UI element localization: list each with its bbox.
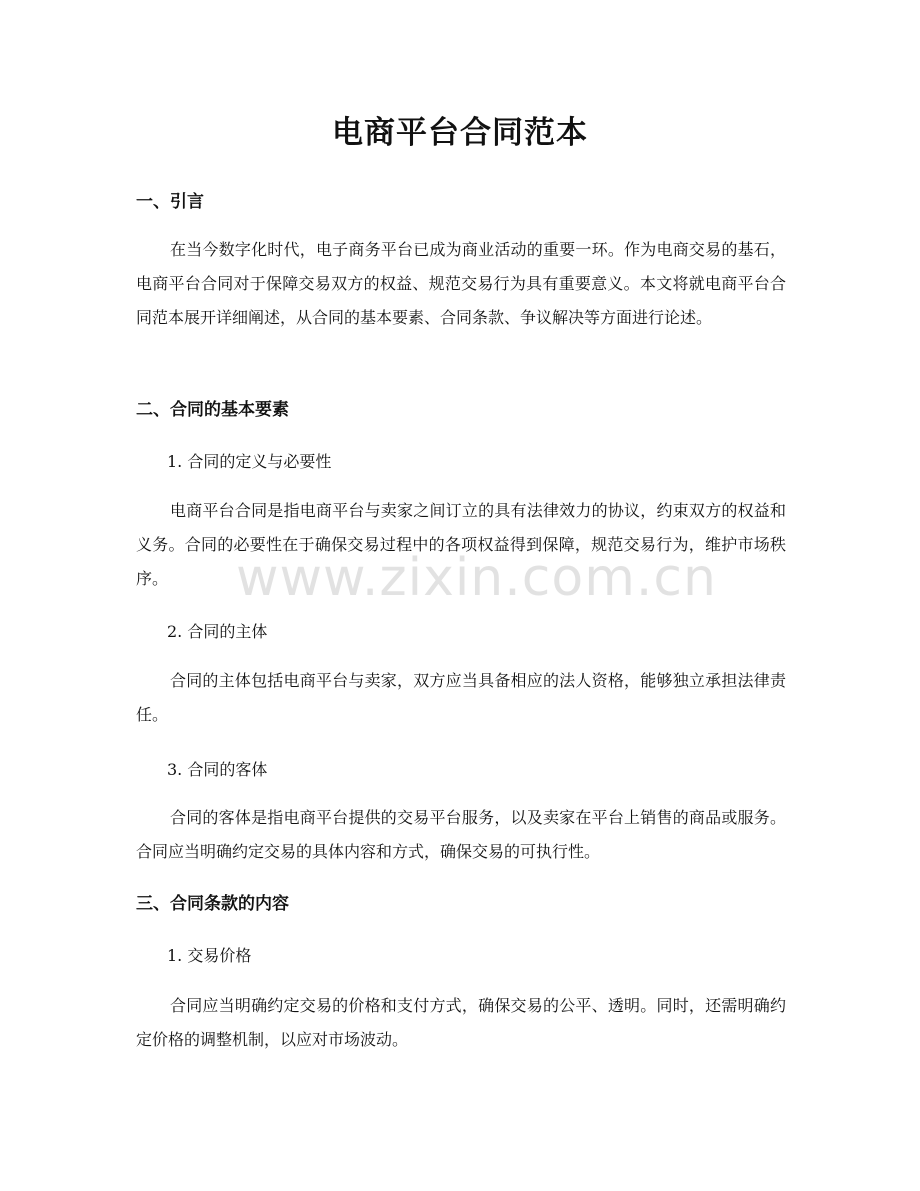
subheading-definition: 1. 合同的定义与必要性 <box>167 452 332 471</box>
paragraph-definition: 电商平台合同是指电商平台与卖家之间订立的具有法律效力的协议，约束双方的权益和义务。合同的必要性在于确保交易过程中的各项权益得到保障，规范交易行为，维护市场秩序。 <box>136 501 786 588</box>
paragraph-price: 合同应当明确约定交易的价格和支付方式，确保交易的公平、透明。同时，还需明确约定价格的调整机制，以应对市场波动。 <box>136 996 786 1049</box>
paragraph-object: 合同的客体是指电商平台提供的交易平台服务，以及卖家在平台上销售的商品或服务。合同应当明确约定交易的具体内容和方式，确保交易的可执行性。 <box>136 808 786 861</box>
section-heading-basic-elements: 二、合同的基本要素 <box>136 400 289 420</box>
subheading-parties: 2. 合同的主体 <box>167 622 268 641</box>
subheading-price: 1. 交易价格 <box>167 946 252 965</box>
paragraph-parties: 合同的主体包括电商平台与卖家，双方应当具备相应的法人资格，能够独立承担法律责任。 <box>136 671 786 724</box>
document-title: 电商平台合同范本 <box>332 115 588 151</box>
subheading-object: 3. 合同的客体 <box>167 760 268 779</box>
watermark-text: www.zixin.com.cn <box>236 548 717 608</box>
section-heading-intro: 一、引言 <box>136 192 204 212</box>
section-heading-clauses: 三、合同条款的内容 <box>136 894 289 914</box>
intro-paragraph: 在当今数字化时代，电子商务平台已成为商业活动的重要一环。作为电商交易的基石，电商平台合同对于保障交易双方的权益、规范交易行为具有重要意义。本文将就电商平台合同范本展开详细阐述，从合同的基本要素、合同条款、争议解决等方面进行论述。 <box>136 240 786 327</box>
